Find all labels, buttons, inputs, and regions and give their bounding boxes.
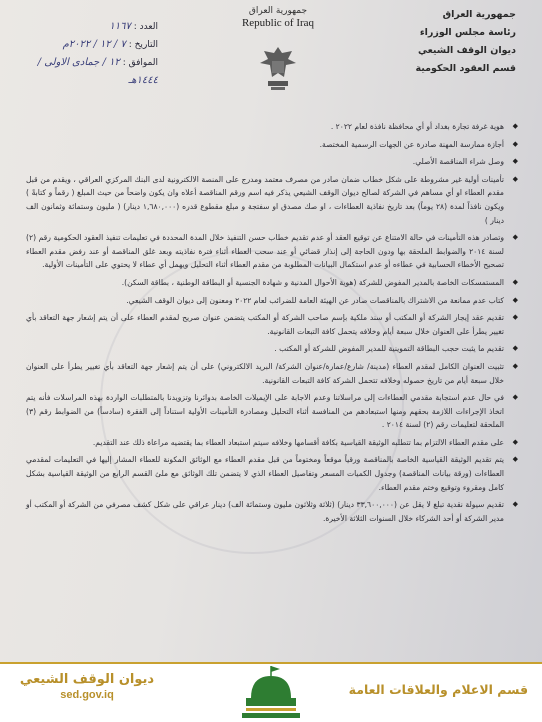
department-name: قسم العقود الحكومية (415, 63, 516, 74)
letterhead-center (218, 6, 338, 93)
council-name: رئاسة مجلس الوزراء (419, 27, 516, 38)
ref-hijri-date: الموافق : ١٢ / جمادى الاولى / ١٤٤٤هـ (37, 57, 158, 86)
ref-number-value: ١١٦٧ (109, 21, 131, 32)
country-arabic: جمهورية العراق (248, 6, 308, 16)
list-item: ◆ تقديم ما يثبت حجب البطاقة التموينية للمدير المفوض للشركة أو المكتب . (26, 342, 518, 356)
list-item: ◆ في حال عدم استجابة مقدمي العطاءات إلى مراسلاتنا وعدم الاجابة على الإيميلات الخاصة بدوائرنا وتزويدنا بالمتطلبات الواردة بهذه المراسلات فأنه يتم اتخاذ الإجراءات اللازمة بحقهم ومنها استبعادهم من المنافسة أثناء التحليل ومصادرة التأمينات الأولية استناداً إلى الفقرة (سادساً) من الضوابط رقم (٣) الملحقة لتعليمات رقم (٢) لسنة ٢٠١٤ . (26, 391, 518, 432)
ref-hijri-value: ١٢ / جمادى الاولى / ١٤٤٤هـ (37, 57, 158, 86)
footer-website[interactable]: sed.gov.iq (60, 689, 114, 701)
endowment-name: ديوان الوقف الشيعي (417, 45, 516, 56)
shrine-logo-icon (238, 664, 304, 722)
list-item: ◆ هوية غرفة تجارة بغداد أو أي محافظة نافذة لعام ٢٠٢٢ . (26, 120, 518, 134)
list-item: ◆ يتم تقديم الوثيقة القياسية الخاصة بالمناقصة ورقياً موقعاً ومختوماً من قبل مقدم العطاء مع الوثائق المكونة للعطاء المشار إليها في التعليمات لمقدمي العطاءات (ورقة بيانات المناقصة) وجدول الكميات المسعر وتفاصيل العطاء الذي لا يتضمن تلك الوثائق مع ملئ القسم الرابع من الوثيقة القياسية بشكل كامل ومقروء وتوقيع وختم مقدم العطاء. (26, 453, 518, 494)
list-item: ◆ على مقدم العطاء الالتزام بما تتطلبه الوثيقة القياسية بكافة أقسامها وخلافه سيتم استبعاد العطاء بما يقتضيه مراعاة ذلك عند التقديم. (26, 436, 518, 450)
requirements-list (26, 120, 518, 529)
list-item: ◆ تثبيت العنوان الكامل لمقدم العطاء (مدينة/ شارع/عمارة/عنوان الشركة/ البريد الالكتروني) على أن يتم إشعار جهة التعاقد بأي تغيير يطرأ على العنوان خلال سبعة أيام من تاريخ حصوله وخلافه تتحمل الشركة كافة التبعات القانونية. (26, 360, 518, 387)
reference-block (28, 18, 158, 90)
ref-date: التاريخ : ٧ / ١٢ / ٢٠٢٢م (62, 39, 158, 50)
ref-number: العدد : ١١٦٧ (109, 21, 158, 32)
eagle-emblem-icon (258, 43, 298, 93)
letterhead-right (366, 6, 516, 78)
list-item: ◆ تأمينات أولية غير مشروطة على شكل خطاب ضمان صادر من مصرف معتمد ومدرج على المنصة الالكترونية لدى البنك المركزي العراقي ، ويقدم من قبل مقدم العطاء او أي مساهم في الشركة لصالح ديوان الوقف الشيعي يذكر فيه اسم ورقم المناقصة أعلاه وان يكون واضحاً من حيث المبلغ ( رقماً و كتابةً ) ويكون نافذاً لمدة (٢٨ يوماً) بعد تاريخ نفاذية العطاءات ، او صك مصدق او سفتجة و مبلغ مقطوع قدره (١,٦٨٠,٠٠٠ دينار) ( مليون وستمائة وثمانون الف دينار ) (26, 173, 518, 227)
country-name: جمهورية العراق (442, 9, 516, 20)
list-item: ◆ وصل شراء المناقصة الأصلي. (26, 155, 518, 169)
footer-banner (0, 662, 542, 722)
footer-department: قسم الاعلام والعلاقات العامة (348, 682, 528, 697)
list-item: ◆ تقديم سيولة نقدية تبلغ لا يقل عن (٣٣,٦٠٠,٠٠٠ دينار) (ثلاثة وثلاثون مليون وستمائة الف) دينار عراقي على شكل كشف مصرفي من الشركة أو المكتب أو مدير الشركة أو أحد الشركاء خلال السنوات الثلاثة الأخيرة. (26, 498, 518, 525)
list-item: ◆ المستمسكات الخاصة بالمدير المفوض للشركة (هوية الأحوال المدنية و شهادة الجنسية أو البطاقة الوطنية ، بطاقة السكن). (26, 276, 518, 290)
country-english: Republic of Iraq (241, 17, 315, 29)
list-item: ◆ وتصادر هذه التأمينات في حالة الامتناع عن توقيع العقد أو عدم تقديم خطاب حسن التنفيذ خلال المدة المحددة في تعليمات تنفيذ العقود الحكومية رقم (٢) لسنة ٢٠١٤ والضوابط الملحقة بها ودون الحاجة إلى إنذار قضائي أو عند سحب العطاء أثناء فترة نفاذيته وبعد غلق المناقصة أو عند رفض مقدم العطاء تصحيح الأخطاء الحسابية في عطاءه أو عدم استكمال البيانات المطلوبة من مقدم العطاء أثناء التحليل ويهمل أي عطاء لا يحتوي على التأمينات الأولية. (26, 231, 518, 272)
list-item: ◆ تقديم عقد إيجار الشركة أو المكتب أو سند ملكية بإسم صاحب الشركة أو المكتب يتضمن عنوان صريح لمقدم العطاء على أن يتم إشعار جهة التعاقد بأي تغيير يطرأ على العنوان خلال سبعة أيام وخلافه يتحمل كافة التبعات القانونية. (26, 311, 518, 338)
footer-org-name: ديوان الوقف الشيعي (19, 672, 155, 687)
footer-brand (12, 672, 162, 701)
list-item: ◆ أجازة ممارسة المهنة صادرة عن الجهات الرسمية المختصة. (26, 138, 518, 152)
list-item: ◆ كتاب عدم ممانعة من الاشتراك بالمناقصات صادر عن الهيئة العامة للضرائب لعام ٢٠٢٢ ومعنون إلى ديوان الوقف الشيعي. (26, 294, 518, 308)
ref-date-value: ٧ / ١٢ / ٢٠٢٢م (62, 39, 126, 50)
